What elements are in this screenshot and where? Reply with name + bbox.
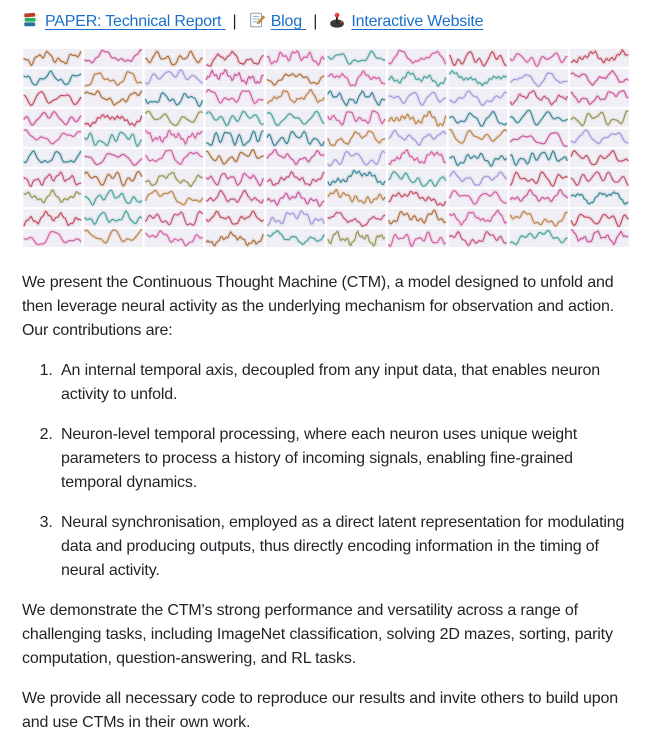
joystick-icon <box>328 10 351 34</box>
list-item-neural-synchronisation: 3. Neural synchronisation, employed as a direct latent representation for modulating data and producing outputs, thus directly encoding information in the timing of neural activity. <box>57 511 628 583</box>
list-item-temporal-axis: 1. An internal temporal axis, decoupled from any input data, that enables neuron activity to unfold. <box>57 359 628 407</box>
interactive-website-link[interactable] <box>328 13 483 30</box>
blog-link[interactable] <box>248 13 306 30</box>
paper-link-label: PAPER: Technical Report <box>45 13 222 30</box>
paper-link[interactable] <box>22 13 225 30</box>
code-paragraph: We provide all necessary code to reproduce our results and invite others to build upon and use CTMs in their own work. <box>22 690 619 731</box>
books-icon <box>22 10 45 34</box>
interactive-website-link-label: Interactive Website <box>351 13 484 30</box>
contributions-list <box>22 359 628 583</box>
memo-icon <box>248 10 271 34</box>
header-nav <box>22 10 628 34</box>
intro-paragraph: We present the Continuous Thought Machine (CTM), a model designed to unfold and then leverage neural activity as the underlying mechanism for observation and action. Our contributions are: <box>22 274 615 339</box>
separator: | <box>232 13 237 30</box>
demonstration-paragraph: We demonstrate the CTM's strong performance and versatility across a range of challenging tasks, including ImageNet classification, solving 2D mazes, sorting, parity computation, question-answering, and RL tasks. <box>22 602 613 667</box>
separator: | <box>313 13 318 30</box>
neural-activity-figure <box>22 48 628 248</box>
blog-link-label: Blog <box>270 13 302 30</box>
main-content <box>22 271 628 735</box>
list-item-neuron-level-processing: 2. Neuron-level temporal processing, where each neuron uses unique weight parameters to process a history of incoming signals, enabling fine-grained temporal dynamics. <box>57 423 628 495</box>
